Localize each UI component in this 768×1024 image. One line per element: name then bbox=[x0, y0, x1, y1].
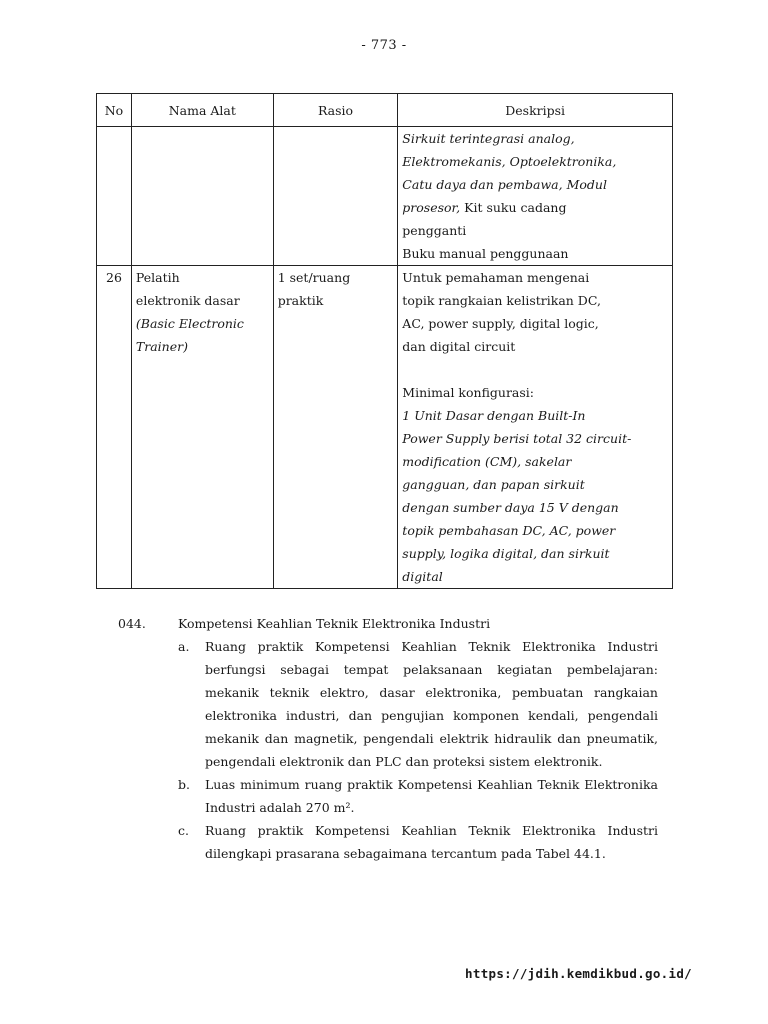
cell-name-empty bbox=[131, 127, 273, 266]
cell-ratio bbox=[273, 266, 398, 589]
item-letter: b. bbox=[178, 777, 190, 792]
item-letter: a. bbox=[178, 639, 190, 654]
desc-line-suffix: Kit suku cadang bbox=[460, 200, 567, 215]
list-item bbox=[178, 819, 658, 865]
cell-description bbox=[398, 266, 673, 589]
header-no: No bbox=[97, 94, 132, 127]
table-row-continuation bbox=[97, 127, 673, 266]
table-header-row bbox=[97, 94, 673, 127]
config-line: topik pembahasan DC, AC, power bbox=[402, 523, 616, 538]
desc-line: Catu daya dan pembawa, Modul bbox=[402, 177, 607, 192]
list-item bbox=[178, 773, 658, 819]
desc-line: AC, power supply, digital logic, bbox=[402, 316, 599, 331]
header-rasio: Rasio bbox=[273, 94, 398, 127]
config-line: gangguan, dan papan sirkuit bbox=[402, 477, 585, 492]
section-number: 044. bbox=[118, 616, 146, 631]
section-items bbox=[178, 635, 658, 865]
desc-line: Sirkuit terintegrasi analog, bbox=[402, 131, 575, 146]
config-line: modification (CM), sakelar bbox=[402, 454, 572, 469]
desc-line: pengganti bbox=[402, 223, 467, 238]
cell-no: 26 bbox=[97, 266, 132, 589]
config-line: Power Supply berisi total 32 circuit- bbox=[402, 431, 632, 446]
name-line: elektronik dasar bbox=[135, 293, 240, 308]
equipment-table bbox=[96, 93, 673, 589]
config-line: digital bbox=[402, 569, 443, 584]
config-line: dengan sumber daya 15 V dengan bbox=[402, 500, 619, 515]
config-line: supply, logika digital, dan sirkuit bbox=[402, 546, 610, 561]
header-nama-alat: Nama Alat bbox=[131, 94, 273, 127]
desc-line: dan digital circuit bbox=[402, 339, 516, 354]
cell-ratio-empty bbox=[273, 127, 398, 266]
desc-line: Buku manual penggunaan bbox=[402, 246, 569, 261]
section-title: Kompetensi Keahlian Teknik Elektronika Industri bbox=[178, 616, 491, 631]
desc-line: Untuk pemahaman mengenai bbox=[402, 270, 590, 285]
section-heading bbox=[118, 612, 658, 635]
header-deskripsi: Deskripsi bbox=[398, 94, 673, 127]
table-row-26 bbox=[97, 266, 673, 589]
item-text: Ruang praktik Kompetensi Keahlian Teknik Elektronika Industri berfungsi sebagai tempat pelaksanaan kegiatan pembelajaran: mekanik teknik elektro, dasar elektronika, pembuatan rangkaian elektronika industri, dan pengujian komponen kendali, pengendali mekanik dan magnetik, pengendali elektrik hidraulik dan pneumatik, pengendali elektronik dan PLC dan proteksi sistem elektronik. bbox=[205, 639, 658, 769]
cell-description bbox=[398, 127, 673, 266]
item-text: Ruang praktik Kompetensi Keahlian Teknik Elektronika Industri dilengkapi prasarana sebagaimana tercantum pada Tabel 44.1. bbox=[205, 823, 658, 861]
section-044 bbox=[118, 612, 658, 865]
footer-url-link[interactable]: https://jdih.kemdikbud.go.id/ bbox=[465, 966, 692, 981]
page-number: - 773 - bbox=[361, 38, 407, 53]
name-line-italic: Trainer) bbox=[135, 339, 188, 354]
name-line-italic: (Basic Electronic bbox=[135, 316, 244, 331]
list-item bbox=[178, 635, 658, 773]
desc-line: topik rangkaian kelistrikan DC, bbox=[402, 293, 601, 308]
desc-line: Elektromekanis, Optoelektronika, bbox=[402, 154, 617, 169]
config-line: 1 Unit Dasar dengan Built-In bbox=[402, 408, 586, 423]
name-line: Pelatih bbox=[135, 270, 180, 285]
item-text: Luas minimum ruang praktik Kompetensi Keahlian Teknik Elektronika Industri adalah 270 m². bbox=[205, 777, 658, 815]
desc-line: prosesor, bbox=[402, 200, 461, 215]
cell-no-empty bbox=[97, 127, 132, 266]
config-label: Minimal konfigurasi: bbox=[402, 385, 535, 400]
cell-name bbox=[131, 266, 273, 589]
ratio-line: praktik bbox=[277, 293, 324, 308]
ratio-line: 1 set/ruang bbox=[277, 270, 351, 285]
item-letter: c. bbox=[178, 823, 189, 838]
